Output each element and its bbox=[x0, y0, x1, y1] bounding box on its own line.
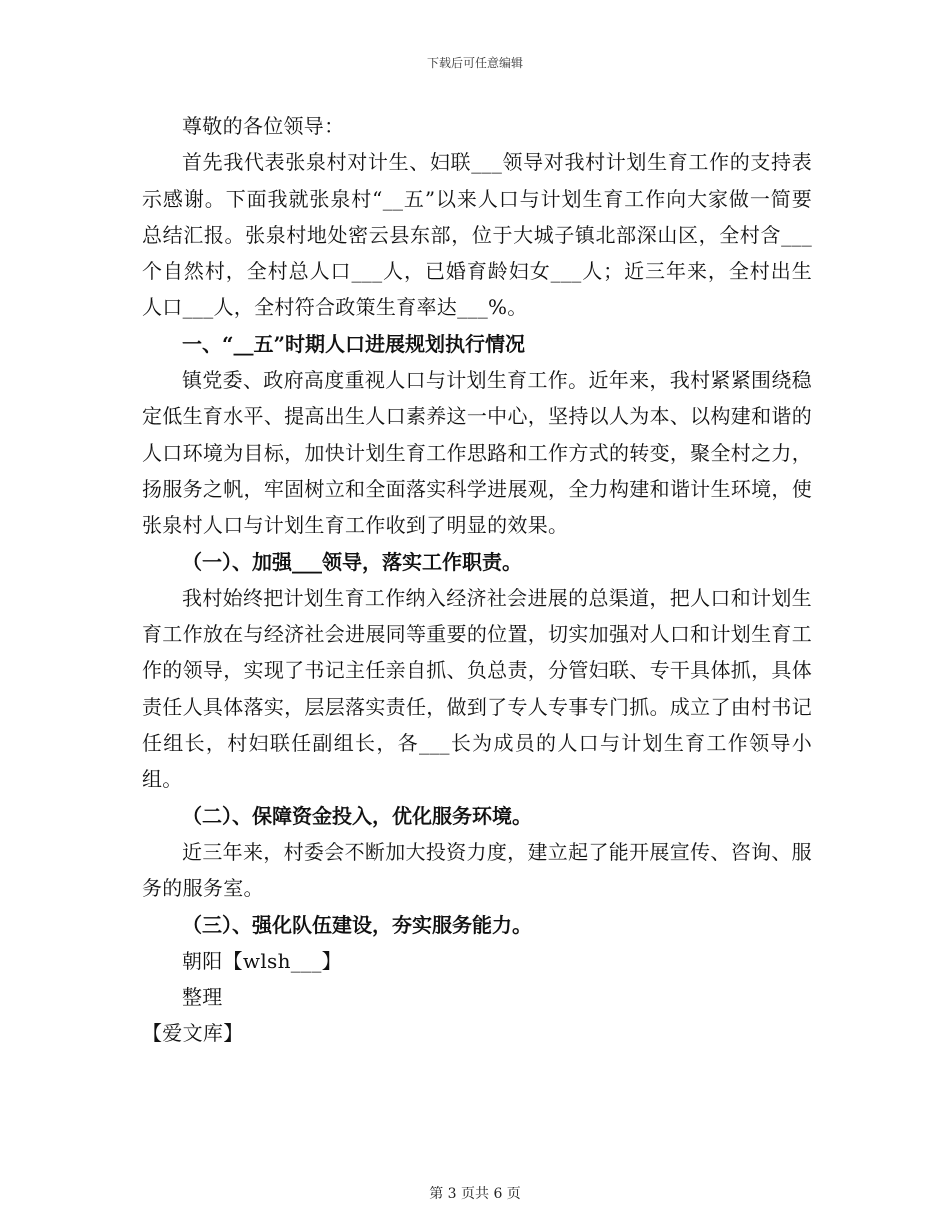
paragraph: 整理 bbox=[182, 985, 223, 1010]
paragraph: 我村始终把计划生育工作纳入经济社会进展的总渠道，把人口和计划生育工作放在与经济社会进展同等重要的位置，切实加强对人口和计划生育工作的领导，实现了书记主任亲自抓、负总责，分管妇联、专干具体抓，具体责任人具体落实，层层落实责任，做到了专人专事专门抓。成立了由村书记任组长，村妇联任副组长，各___长为成员的人口与计划生育工作领导小组。 bbox=[142, 585, 812, 792]
page-header: 下载后可任意编辑 bbox=[426, 56, 523, 70]
paragraph: 近三年来，村委会不断加大投资力度，建立起了能开展宣传、咨询、服务的服务室。 bbox=[142, 839, 812, 901]
paragraph: 朝阳【wlsh___】 bbox=[182, 948, 342, 973]
document-body bbox=[142, 108, 812, 1052]
section-heading: （一）、加强___领导，落实工作职责。 bbox=[182, 549, 522, 574]
paragraph: 尊敬的各位领导： bbox=[182, 114, 345, 138]
section-heading: （二）、保障资金投入，优化服务环境。 bbox=[182, 803, 532, 828]
paragraph: 首先我代表张泉村对计生、妇联___领导对我村计划生育工作的支持表示感谢。下面我就张泉村“__五”以来人口与计划生育工作向大家做一简要总结汇报。张泉村地处密云县东部，位于大城子镇北部深山区，全村含___个自然村，全村总人口___人，已婚育龄妇女___人；近三年来，全村出生人口___人，全村符合政策生育率达___%。 bbox=[142, 150, 812, 320]
page-footer: 第 3 页共 6 页 bbox=[429, 1186, 521, 1202]
section-heading: （三）、强化队伍建设，夯实服务能力。 bbox=[182, 912, 532, 937]
paragraph: 镇党委、政府高度重视人口与计划生育工作。近年来，我村紧紧围绕稳定低生育水平、提高出生人口素养这一中心，坚持以人为本、以构建和谐的人口环境为目标，加快计划生育工作思路和工作方式的转变，聚全村之力，扬服务之帆，牢固树立和全面落实科学进展观，全力构建和谐计生环境，使张泉村人口与计划生育工作收到了明显的效果。 bbox=[142, 368, 812, 538]
section-heading: 一、“__五”时期人口进展规划执行情况 bbox=[182, 331, 526, 356]
paragraph: 【爱文库】 bbox=[142, 1021, 244, 1046]
